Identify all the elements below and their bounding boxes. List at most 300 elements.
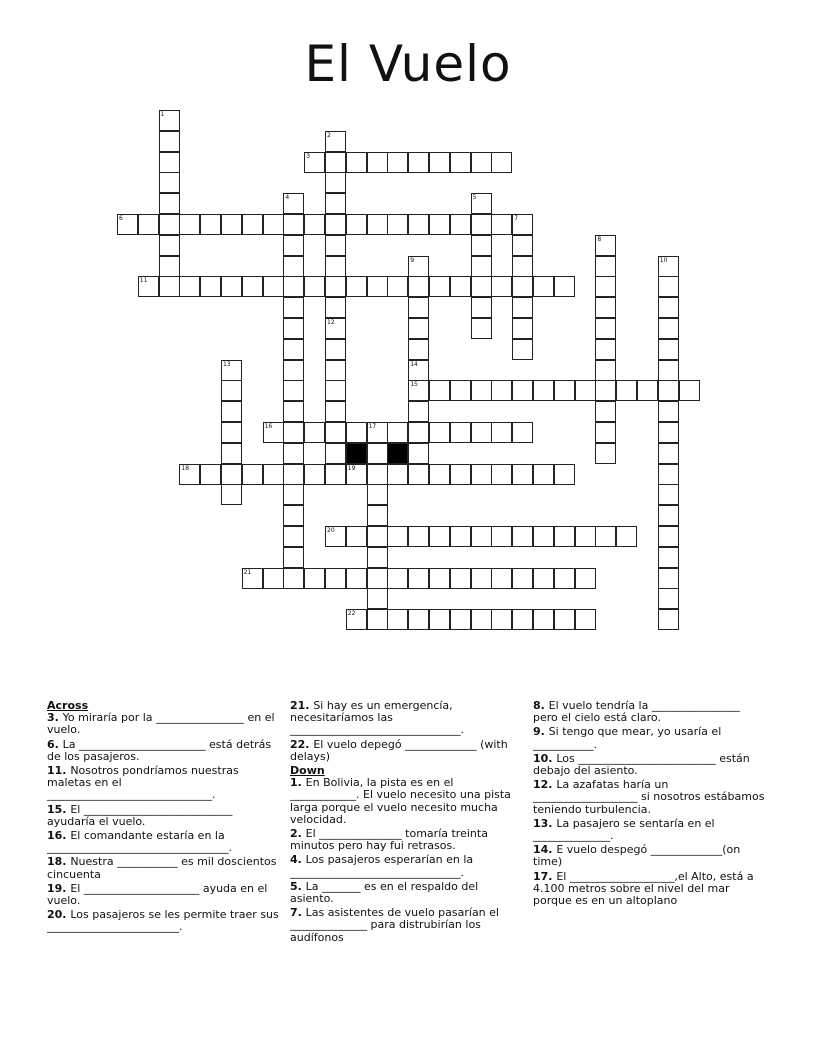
clue-number-label: 22. <box>290 737 314 751</box>
clue-text: El _____________________ ayuda en el vuelo. <box>47 881 268 908</box>
grid-cell[interactable] <box>595 256 616 277</box>
grid-cell[interactable] <box>221 422 242 443</box>
grid-cell[interactable] <box>512 464 533 485</box>
grid-cell[interactable] <box>221 401 242 422</box>
grid-cell[interactable] <box>512 256 533 277</box>
clue-text: Los pasajeros se les permite traer sus ________________________. <box>47 908 279 934</box>
grid-cell[interactable] <box>679 380 700 401</box>
clue-text: Si tengo que mear, yo usaría el ___________. <box>533 725 722 751</box>
clue <box>533 700 765 724</box>
grid-cell[interactable] <box>429 609 450 630</box>
clue-number-label: 1. <box>290 776 306 790</box>
clue-number: 19 <box>347 464 356 472</box>
grid-cell[interactable] <box>658 297 679 318</box>
clue-number-label: 17. <box>533 869 557 883</box>
clue-text: El vuelo tendría la ________________ pero el cielo está claro. <box>533 699 740 725</box>
grid-cell[interactable] <box>595 276 616 297</box>
grid-cell[interactable] <box>325 193 346 214</box>
grid-cell[interactable] <box>387 568 408 589</box>
across-heading: Across <box>47 699 89 712</box>
clue-number: 14 <box>410 360 418 368</box>
clue <box>47 856 279 880</box>
grid-cell[interactable] <box>283 484 304 505</box>
grid-cell[interactable] <box>346 609 367 630</box>
grid-cell[interactable] <box>533 526 554 547</box>
grid-cell[interactable] <box>283 256 304 277</box>
grid-cell[interactable] <box>159 235 180 256</box>
grid-cell[interactable] <box>595 380 616 401</box>
grid-cell[interactable] <box>367 609 388 630</box>
grid-cell[interactable] <box>387 214 408 235</box>
grid-cell[interactable] <box>450 152 471 173</box>
grid-cell[interactable] <box>429 380 450 401</box>
clue <box>533 726 765 750</box>
grid-cell[interactable] <box>200 276 221 297</box>
grid-cell[interactable] <box>346 568 367 589</box>
grid-cell[interactable] <box>283 568 304 589</box>
grid-cell[interactable] <box>491 276 512 297</box>
grid-cell[interactable] <box>179 464 200 485</box>
clue-number: 5 <box>472 194 477 202</box>
grid-cell[interactable] <box>283 360 304 381</box>
clue-number-label: 2. <box>290 827 306 841</box>
grid-cell[interactable] <box>595 339 616 360</box>
clue-number: 15 <box>410 381 418 389</box>
grid-cell[interactable] <box>283 422 304 443</box>
grid-cell[interactable] <box>221 276 242 297</box>
grid-cell[interactable] <box>471 235 492 256</box>
grid-cell[interactable] <box>263 568 284 589</box>
grid-cell[interactable] <box>387 422 408 443</box>
grid-cell[interactable] <box>325 297 346 318</box>
grid-cell[interactable] <box>325 214 346 235</box>
grid-cell[interactable] <box>325 401 346 422</box>
clue-number-label: 19. <box>47 881 71 895</box>
grid-cell[interactable] <box>450 526 471 547</box>
grid-cell[interactable] <box>325 276 346 297</box>
grid-cell[interactable] <box>367 505 388 526</box>
clue-number-label: 3. <box>47 711 63 725</box>
clue-number-label: 20. <box>47 908 71 922</box>
grid-cell[interactable] <box>283 505 304 526</box>
clue-number: 9 <box>410 256 415 264</box>
grid-cell[interactable] <box>159 256 180 277</box>
grid-cell[interactable] <box>242 568 263 589</box>
grid-cell[interactable] <box>595 526 616 547</box>
grid-cell[interactable] <box>367 276 388 297</box>
clue-number-label: 8. <box>533 699 549 712</box>
grid-cell[interactable] <box>471 214 492 235</box>
clue <box>533 779 765 816</box>
grid-cell[interactable] <box>221 443 242 464</box>
grid-cell[interactable] <box>346 422 367 443</box>
grid-cell[interactable] <box>575 380 596 401</box>
grid-cell[interactable] <box>491 464 512 485</box>
grid-cell[interactable] <box>658 609 679 630</box>
clue <box>47 883 279 907</box>
clue-number: 7 <box>514 215 519 222</box>
grid-cell[interactable] <box>658 401 679 422</box>
grid-cell[interactable] <box>325 339 346 360</box>
grid-cell[interactable] <box>325 526 346 547</box>
grid-cell[interactable] <box>367 464 388 485</box>
grid-cell[interactable] <box>283 547 304 568</box>
grid-cell[interactable] <box>575 609 596 630</box>
grid-cell[interactable] <box>408 256 429 277</box>
grid-cell[interactable] <box>242 276 263 297</box>
grid-cell[interactable] <box>387 152 408 173</box>
grid-cell[interactable] <box>471 297 492 318</box>
grid-cell[interactable] <box>283 297 304 318</box>
grid-cell[interactable] <box>637 380 658 401</box>
grid-cell[interactable] <box>658 484 679 505</box>
grid-cell[interactable] <box>491 380 512 401</box>
down-heading: Down <box>290 764 325 778</box>
grid-cell[interactable] <box>533 464 554 485</box>
grid-cell[interactable] <box>325 256 346 277</box>
grid-cell[interactable] <box>117 214 138 235</box>
grid-cell[interactable] <box>200 214 221 235</box>
clue-number: 18 <box>181 464 190 472</box>
grid-cell[interactable] <box>387 526 408 547</box>
grid-cell[interactable] <box>658 526 679 547</box>
grid-cell[interactable] <box>471 422 492 443</box>
grid-cell[interactable] <box>554 380 575 401</box>
grid-cell[interactable] <box>658 568 679 589</box>
grid-cell[interactable] <box>346 214 367 235</box>
grid-cell[interactable] <box>367 588 388 609</box>
grid-cell[interactable] <box>221 484 242 505</box>
grid-cell[interactable] <box>304 214 325 235</box>
grid-cell[interactable] <box>450 276 471 297</box>
grid-cell[interactable] <box>325 380 346 401</box>
grid-cell[interactable] <box>575 526 596 547</box>
grid-cell[interactable] <box>283 214 304 235</box>
clue-text: En Bolivia, la pista es en el ____________. El vuelo necesito una pista larga porque el vuelo necesito mucha velocidad. <box>290 776 511 826</box>
grid-cell[interactable] <box>429 422 450 443</box>
clue-number: 21 <box>243 568 252 576</box>
grid-cell[interactable] <box>554 568 575 589</box>
grid-cell[interactable] <box>408 380 429 401</box>
grid-cell[interactable] <box>325 318 346 339</box>
grid-cell[interactable] <box>471 464 492 485</box>
grid-cell[interactable] <box>283 193 304 214</box>
grid-cell[interactable] <box>533 276 554 297</box>
grid-cell[interactable] <box>533 568 554 589</box>
grid-cell[interactable] <box>367 484 388 505</box>
grid-cell[interactable] <box>595 297 616 318</box>
clues-column-3 <box>533 700 765 909</box>
grid-cell[interactable] <box>283 339 304 360</box>
clue-number: 11 <box>139 277 148 285</box>
grid-cell[interactable] <box>554 464 575 485</box>
grid-cell[interactable] <box>263 276 284 297</box>
clue <box>47 739 279 763</box>
grid-cell[interactable] <box>512 297 533 318</box>
clue-text: Yo miraría por la ________________ en el vuelo. <box>47 711 275 737</box>
grid-cell[interactable] <box>471 256 492 277</box>
grid-cell[interactable] <box>325 568 346 589</box>
clue-text: El _______________ tomaría treinta minutos pero hay fui retrasos. <box>290 827 488 853</box>
grid-cell[interactable] <box>512 276 533 297</box>
grid-cell[interactable] <box>387 464 408 485</box>
grid-cell[interactable] <box>408 360 429 381</box>
grid-cell[interactable] <box>346 526 367 547</box>
grid-cell[interactable] <box>346 276 367 297</box>
grid-cell[interactable] <box>346 464 367 485</box>
clue-number: 4 <box>285 194 290 202</box>
grid-cell[interactable] <box>450 214 471 235</box>
grid-cell[interactable] <box>367 214 388 235</box>
clue-text: El comandante estaría en la _________________________________. <box>47 829 232 855</box>
grid-cell[interactable] <box>325 360 346 381</box>
grid-cell[interactable] <box>179 276 200 297</box>
grid-cell[interactable] <box>512 422 533 443</box>
grid-cell[interactable] <box>263 422 284 443</box>
grid-cell[interactable] <box>512 609 533 630</box>
clue-number-label: 5. <box>290 879 306 893</box>
grid-cell[interactable] <box>387 276 408 297</box>
grid-cell[interactable] <box>408 526 429 547</box>
grid-cell[interactable] <box>367 422 388 443</box>
grid-cell[interactable] <box>138 214 159 235</box>
grid-cell[interactable] <box>179 214 200 235</box>
clue <box>47 909 279 933</box>
grid-cell[interactable] <box>304 568 325 589</box>
grid-cell[interactable] <box>325 422 346 443</box>
clue-text: Los pasajeros esperarían en la _______________________________. <box>290 853 474 879</box>
grid-cell[interactable] <box>159 276 180 297</box>
grid-cell[interactable] <box>221 380 242 401</box>
clue-number: 17 <box>368 423 377 430</box>
grid-cell[interactable] <box>283 401 304 422</box>
grid-cell[interactable] <box>221 214 242 235</box>
clue <box>290 739 522 763</box>
grid-cell[interactable] <box>408 443 429 464</box>
grid-cell[interactable] <box>491 568 512 589</box>
grid-cell[interactable] <box>595 318 616 339</box>
grid-cell[interactable] <box>408 422 429 443</box>
grid-cell[interactable] <box>429 568 450 589</box>
grid-cell[interactable] <box>595 235 616 256</box>
clue <box>533 844 765 868</box>
grid-cell[interactable] <box>512 568 533 589</box>
grid-cell[interactable] <box>408 464 429 485</box>
grid-cell[interactable] <box>450 568 471 589</box>
grid-cell[interactable] <box>408 318 429 339</box>
grid-cell[interactable] <box>221 360 242 381</box>
clue-text: Nuestra ___________ es mil doscientos cincuenta <box>47 855 277 881</box>
grid-cell[interactable] <box>491 152 512 173</box>
grid-cell[interactable] <box>429 276 450 297</box>
grid-cell[interactable] <box>408 609 429 630</box>
grid-cell[interactable] <box>283 443 304 464</box>
grid-block <box>346 443 367 464</box>
clue-number: 6 <box>119 215 123 222</box>
grid-cell[interactable] <box>429 526 450 547</box>
grid-cell[interactable] <box>263 464 284 485</box>
clue-number: 2 <box>327 131 331 139</box>
clue-number-label: 9. <box>533 725 549 739</box>
grid-cell[interactable] <box>471 526 492 547</box>
grid-cell[interactable] <box>283 526 304 547</box>
grid-cell[interactable] <box>491 422 512 443</box>
grid-cell[interactable] <box>408 339 429 360</box>
clue <box>290 700 522 737</box>
grid-cell[interactable] <box>658 339 679 360</box>
grid-cell[interactable] <box>304 276 325 297</box>
grid-cell[interactable] <box>283 276 304 297</box>
grid-cell[interactable] <box>512 339 533 360</box>
grid-cell[interactable] <box>658 360 679 381</box>
grid-cell[interactable] <box>159 110 180 131</box>
grid-cell[interactable] <box>554 276 575 297</box>
grid-cell[interactable] <box>283 464 304 485</box>
grid-cell[interactable] <box>408 297 429 318</box>
grid-cell[interactable] <box>429 152 450 173</box>
clue-number-label: 6. <box>47 737 63 751</box>
grid-cell[interactable] <box>471 568 492 589</box>
grid-cell[interactable] <box>159 214 180 235</box>
clue-number-label: 11. <box>47 764 71 778</box>
grid-cell[interactable] <box>658 464 679 485</box>
grid-cell[interactable] <box>242 464 263 485</box>
grid-cell[interactable] <box>159 172 180 193</box>
grid-cell[interactable] <box>491 526 512 547</box>
clue-number-label: 13. <box>533 816 557 830</box>
grid-cell[interactable] <box>221 464 242 485</box>
clue-number-label: 18. <box>47 855 71 869</box>
grid-cell[interactable] <box>346 152 367 173</box>
clue-text: La azafatas haría un ___________________ si nosotros estábamos teniendo turbulencia. <box>533 778 765 816</box>
grid-cell[interactable] <box>304 464 325 485</box>
grid-cell[interactable] <box>575 568 596 589</box>
grid-cell[interactable] <box>450 609 471 630</box>
grid-cell[interactable] <box>450 464 471 485</box>
grid-cell[interactable] <box>658 380 679 401</box>
grid-cell[interactable] <box>658 422 679 443</box>
clue <box>533 753 765 777</box>
grid-cell[interactable] <box>595 422 616 443</box>
grid-cell[interactable] <box>512 380 533 401</box>
grid-cell[interactable] <box>471 193 492 214</box>
grid-cell[interactable] <box>408 568 429 589</box>
grid-cell[interactable] <box>491 214 512 235</box>
grid-cell[interactable] <box>325 464 346 485</box>
grid-cell[interactable] <box>512 235 533 256</box>
grid-cell[interactable] <box>325 235 346 256</box>
clue-number-label: 15. <box>47 802 71 816</box>
grid-cell[interactable] <box>283 235 304 256</box>
clue-number: 13 <box>223 360 231 368</box>
grid-cell[interactable] <box>471 318 492 339</box>
grid-cell[interactable] <box>408 152 429 173</box>
clue-number-label: 21. <box>290 699 314 712</box>
grid-cell[interactable] <box>283 380 304 401</box>
grid-cell[interactable] <box>304 152 325 173</box>
clue-text: Los _________________________ están debajo del asiento. <box>533 751 750 778</box>
grid-cell[interactable] <box>138 276 159 297</box>
grid-cell[interactable] <box>367 547 388 568</box>
grid-cell[interactable] <box>408 401 429 422</box>
grid-cell[interactable] <box>159 152 180 173</box>
grid-cell[interactable] <box>200 464 221 485</box>
grid-cell[interactable] <box>367 568 388 589</box>
grid-cell[interactable] <box>325 152 346 173</box>
clue-number-label: 10. <box>533 751 557 765</box>
grid-cell[interactable] <box>263 214 284 235</box>
grid-cell[interactable] <box>491 609 512 630</box>
grid-cell[interactable] <box>325 131 346 152</box>
grid-cell[interactable] <box>595 360 616 381</box>
clue-number: 20 <box>327 527 335 534</box>
grid-cell[interactable] <box>512 526 533 547</box>
grid-cell[interactable] <box>325 172 346 193</box>
grid-cell[interactable] <box>533 609 554 630</box>
clue-text: Si hay es un emergencía, necesitaríamos las _______________________________. <box>290 699 464 737</box>
grid-cell[interactable] <box>367 443 388 464</box>
grid-cell[interactable] <box>471 152 492 173</box>
grid-cell[interactable] <box>408 276 429 297</box>
grid-cell[interactable] <box>325 443 346 464</box>
grid-cell[interactable] <box>450 380 471 401</box>
grid-cell[interactable] <box>658 443 679 464</box>
clue-number-label: 16. <box>47 829 71 843</box>
grid-cell[interactable] <box>595 401 616 422</box>
grid-cell[interactable] <box>616 526 637 547</box>
grid-cell[interactable] <box>304 422 325 443</box>
grid-cell[interactable] <box>512 214 533 235</box>
grid-cell[interactable] <box>658 276 679 297</box>
grid-cell[interactable] <box>471 380 492 401</box>
grid-cell[interactable] <box>159 193 180 214</box>
grid-cell[interactable] <box>658 547 679 568</box>
grid-cell[interactable] <box>283 318 304 339</box>
clue-number-label: 12. <box>533 778 557 792</box>
clue-text: E vuelo despegó _____________(on time) <box>533 843 741 869</box>
grid-cell[interactable] <box>471 609 492 630</box>
grid-cell[interactable] <box>408 214 429 235</box>
grid-cell[interactable] <box>387 609 408 630</box>
grid-cell[interactable] <box>471 276 492 297</box>
grid-cell[interactable] <box>616 380 637 401</box>
clue-number: 1 <box>160 111 165 118</box>
grid-cell[interactable] <box>658 505 679 526</box>
grid-cell[interactable] <box>554 526 575 547</box>
grid-cell[interactable] <box>658 318 679 339</box>
grid-cell[interactable] <box>533 380 554 401</box>
clue <box>47 765 279 802</box>
grid-block <box>387 443 408 464</box>
grid-cell[interactable] <box>658 588 679 609</box>
grid-cell[interactable] <box>159 131 180 152</box>
grid-cell[interactable] <box>429 214 450 235</box>
clue-number-label: 4. <box>290 853 306 867</box>
grid-cell[interactable] <box>554 609 575 630</box>
grid-cell[interactable] <box>367 526 388 547</box>
grid-cell[interactable] <box>658 256 679 277</box>
grid-cell[interactable] <box>242 214 263 235</box>
grid-cell[interactable] <box>429 464 450 485</box>
grid-cell[interactable] <box>367 152 388 173</box>
clues-column-2 <box>290 700 522 946</box>
grid-cell[interactable] <box>450 422 471 443</box>
grid-cell[interactable] <box>595 443 616 464</box>
clue-text: El vuelo depegó _____________ (with delays) <box>290 737 508 763</box>
clue-text: La _______ es en el respaldo del asiento. <box>290 879 479 906</box>
clue-number: 22 <box>347 610 356 618</box>
grid-cell[interactable] <box>512 318 533 339</box>
